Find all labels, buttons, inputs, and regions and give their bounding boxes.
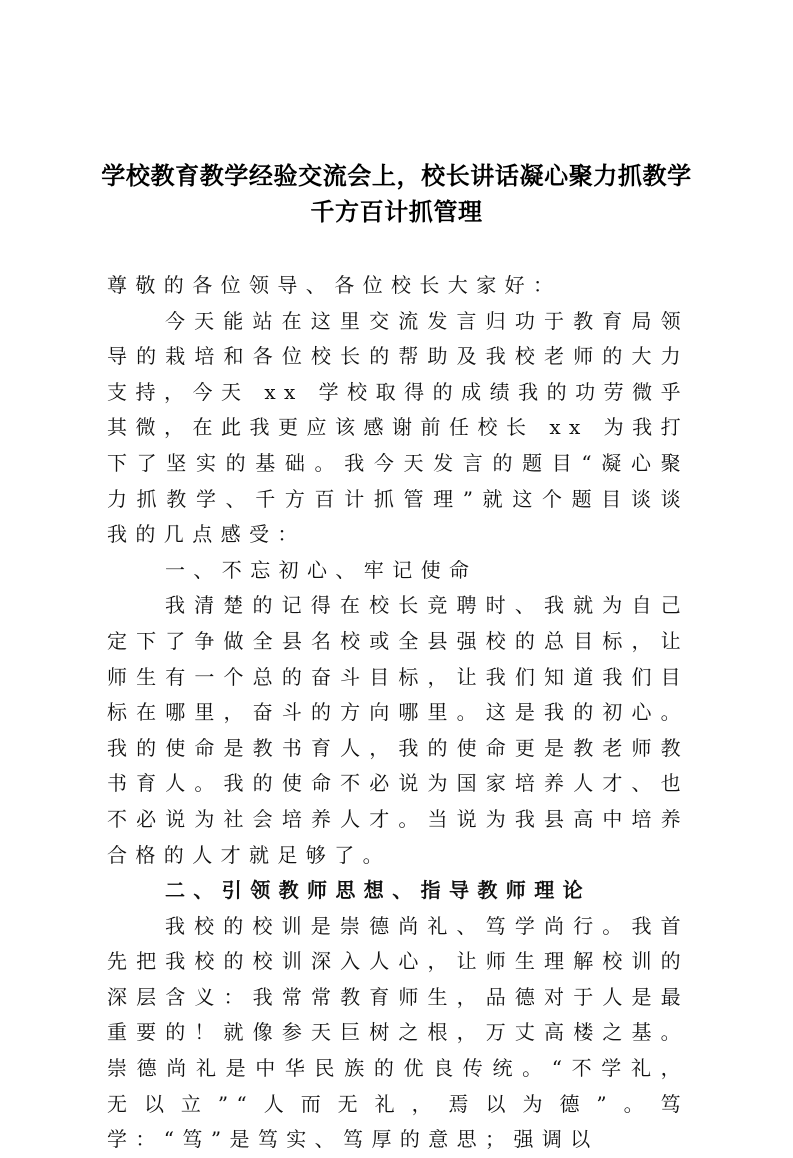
section-paragraph-1: 我清楚的记得在校长竞聘时、我就为自己定下了争做全县名校或全县强校的总目标，让师生有一个总的奋斗目标，让我们知道我们目标在哪里，奋斗的方向哪里。这是我的初心。我的使命是教书育人，我的使命更是教老师教书育人。我的使命不必说为国家培养人才、也不必说为社会培养人才。当说为我县高中培养合格的人才就足够了。	[107, 593, 689, 867]
salutation: 尊敬的各位领导、各位校长大家好：	[107, 273, 562, 297]
document-title	[96, 158, 697, 230]
title-line-1: 学校教育教学经验交流会上，校长讲话凝心聚力抓教学	[101, 162, 692, 190]
section-paragraph-2: 我校的校训是崇德尚礼、笃学尚行。我首先把我校的校训深入人心，让师生理解校训的深层含义：我常常教育师生，品德对于人是最重要的！就像参天巨树之根，万丈高楼之基。崇德尚礼是中华民族的优良传统。“不学礼，无以立”“人而无礼，焉以为德”。笃学：“笃”是笃实、笃厚的意思；强调以	[107, 913, 689, 1152]
section-heading-2: 二、引领教师思想、指导教师理论	[165, 878, 591, 903]
title-line-2: 千方百计抓管理	[310, 198, 483, 226]
intro-paragraph: 今天能站在这里交流发言归功于教育局领导的栽培和各位校长的帮助及我校老师的大力支持，今天 xx 学校取得的成绩我的功劳微乎其微，在此我更应该感谢前任校长 xx 为我打下了坚实的基础。我今天发言的题目“凝心聚力抓教学、千方百计抓管理”就这个题目谈谈我的几点感受：	[107, 308, 689, 547]
document-body	[107, 268, 689, 1158]
section-heading-1: 一、不忘初心、牢记使命	[165, 557, 478, 582]
